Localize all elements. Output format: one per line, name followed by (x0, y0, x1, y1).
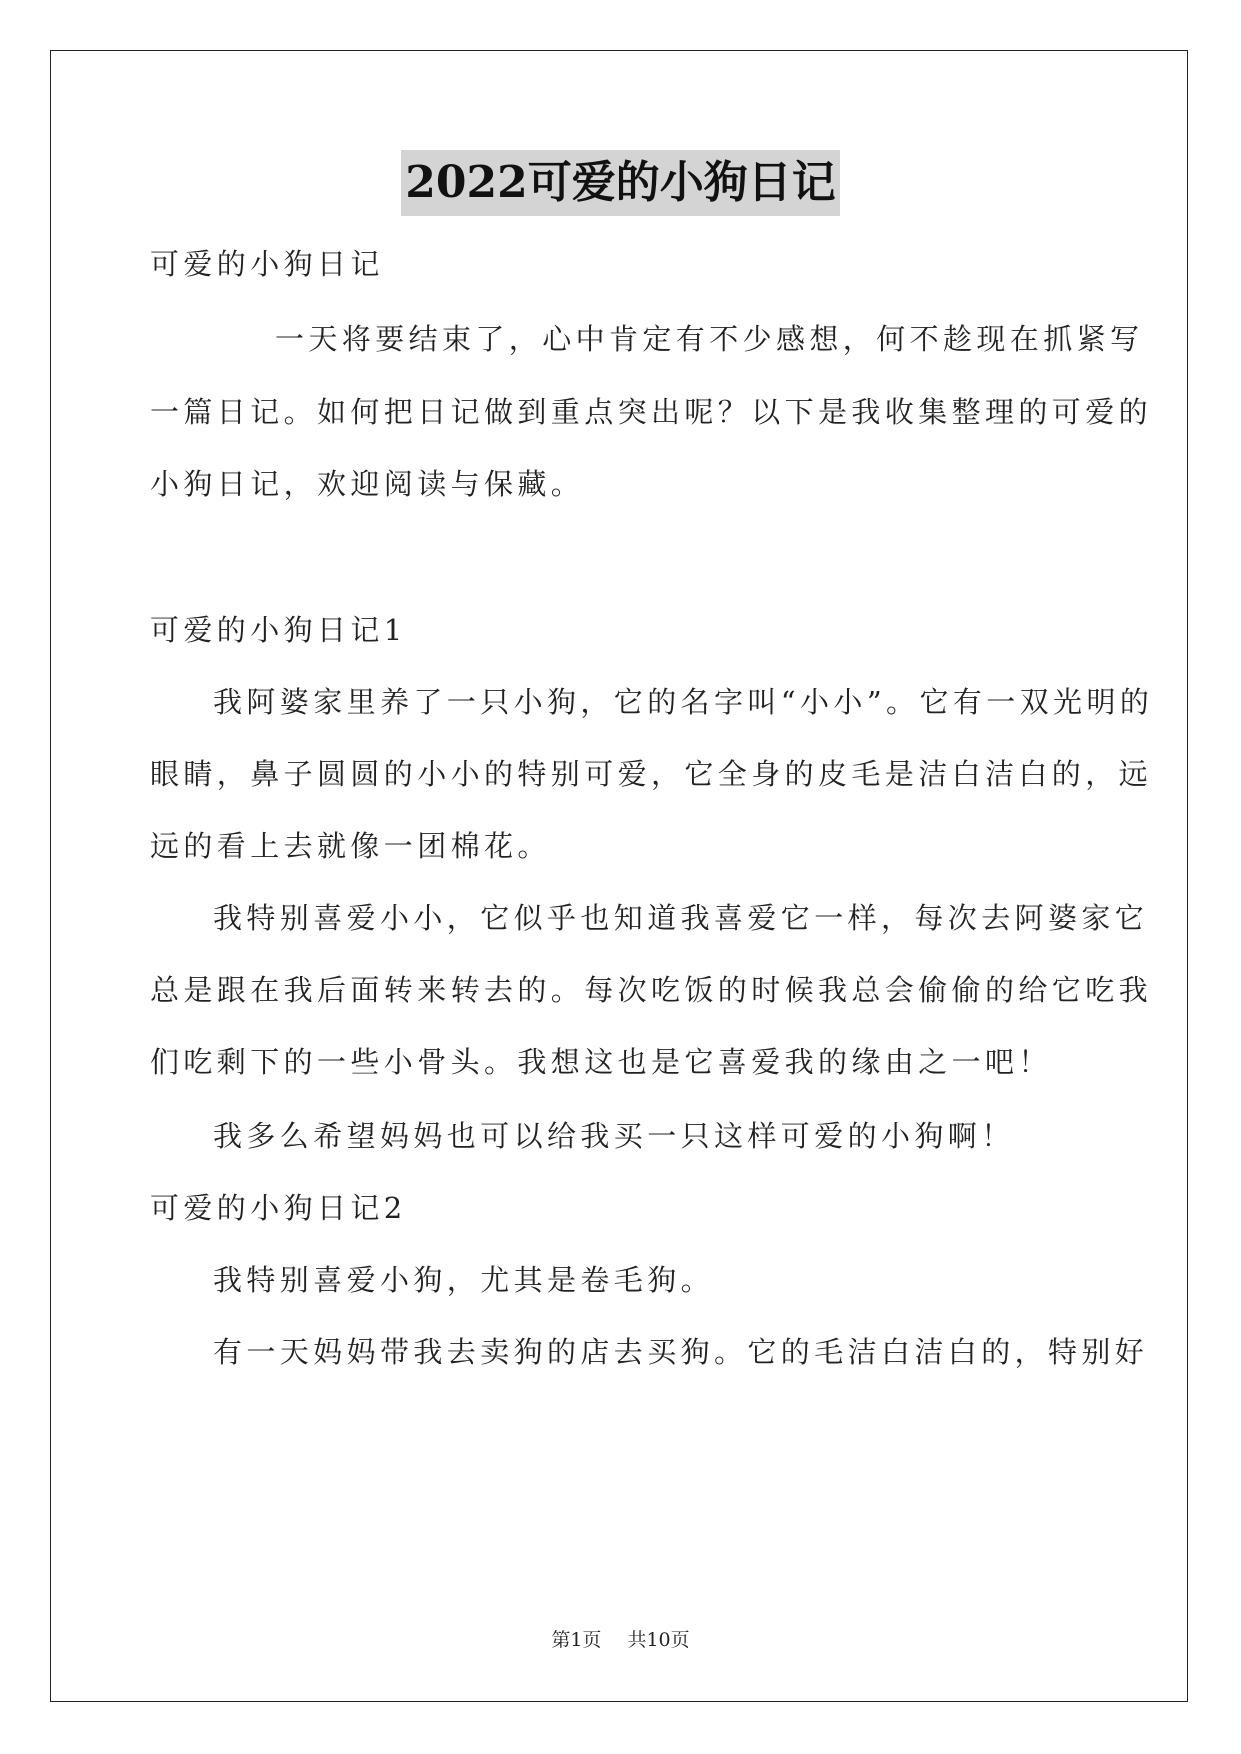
section1-line-2: 眼睛，鼻子圆圆的小小的特别可爱，它全身的皮毛是洁白洁白的，远 (150, 757, 1153, 791)
section1-line-1: 我阿婆家里养了一只小狗，它的名字叫“小小”。它有一双光明的 (213, 685, 1154, 719)
page-footer (0, 1625, 1241, 1652)
section2-line-2: 有一天妈妈带我去卖狗的店去买狗。它的毛洁白洁白的，特别好 (213, 1335, 1149, 1369)
subtitle: 可爱的小狗日记 (150, 247, 384, 281)
intro-line-3: 小狗日记，欢迎阅读与保藏。 (150, 467, 585, 501)
intro-line-2: 一篇日记。如何把日记做到重点突出呢？以下是我收集整理的可爱的 (150, 395, 1153, 429)
page-border (50, 50, 1188, 1702)
page-number-total: 共10页 (627, 1629, 690, 1651)
intro-line-1: 一天将要结束了，心中肯定有不少感想，何不趁现在抓紧写 (275, 322, 1144, 356)
title-wrap (0, 150, 1241, 216)
section2-line-1: 我特别喜爱小狗，尤其是卷毛狗。 (213, 1263, 715, 1297)
page-number-current: 第1页 (551, 1629, 602, 1651)
section2-heading: 可爱的小狗日记2 (150, 1191, 407, 1225)
section1-heading: 可爱的小狗日记1 (150, 613, 407, 647)
section1-line-4: 我特别喜爱小小，它似乎也知道我喜爱它一样，每次去阿婆家它 (213, 901, 1149, 935)
section1-line-3: 远的看上去就像一团棉花。 (150, 829, 551, 863)
document-title: 2022可爱的小狗日记 (401, 150, 839, 216)
section1-line-7: 我多么希望妈妈也可以给我买一只这样可爱的小狗啊！ (213, 1119, 1015, 1153)
section1-line-6: 们吃剩下的一些小骨头。我想这也是它喜爱我的缘由之一吧！ (150, 1045, 1052, 1079)
section1-line-5: 总是跟在我后面转来转去的。每次吃饭的时候我总会偷偷的给它吃我 (150, 973, 1153, 1007)
